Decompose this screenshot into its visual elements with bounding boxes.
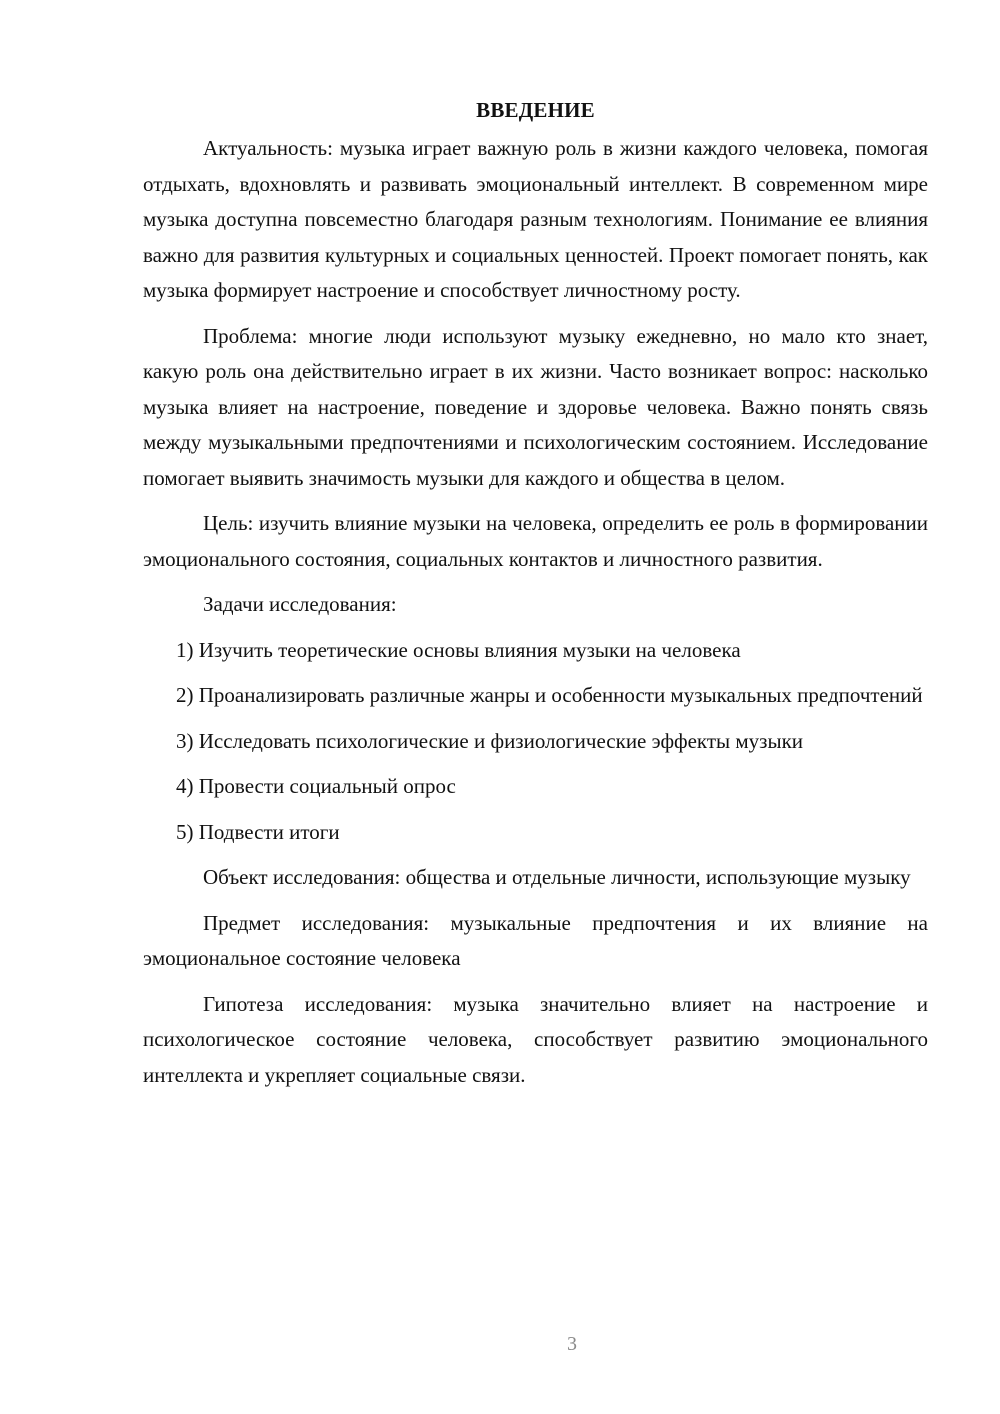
task-item-4: 4) Провести социальный опрос xyxy=(176,774,456,798)
page-number: 3 xyxy=(567,1333,577,1355)
task-item-2: 2) Проанализировать различные жанры и особенности музыкальных предпочтений xyxy=(176,683,923,707)
paragraph-goal: Цель: изучить влияние музыки на человека, определить ее роль в формировании эмоционального состояния, социальных контактов и личностного развития. xyxy=(143,511,928,571)
paragraph-subject: Предмет исследования: музыкальные предпочтения и их влияние на эмоциональное состояние человека xyxy=(143,910,928,970)
task-item-5: 5) Подвести итоги xyxy=(176,819,340,844)
task-item-1: 1) Изучить теоретические основы влияния музыки на человека xyxy=(176,637,741,662)
tasks-heading: Задачи исследования: xyxy=(203,592,397,616)
page-content xyxy=(143,95,928,1103)
paragraph-problem: Проблема: многие люди используют музыку ежедневно, но мало кто знает, какую роль она действительно играет в их жизни. Часто возникает вопрос: насколько музыка влияет на настроение, поведение и здоровье человека. Важно понять связь между музыкальными предпочтениями и психологическим состоянием. Исследование помогает выявить значимость музыки для каждого и общества в целом. xyxy=(143,323,928,490)
paragraph-hypothesis: Гипотеза исследования: музыка значительно влияет на настроение и психологическое состояние человека, способствует развитию эмоционального интеллекта и укрепляет социальные связи. xyxy=(143,991,928,1087)
paragraph-object: Объект исследования: общества и отдельные личности, использующие музыку xyxy=(203,865,911,889)
task-item-3: 3) Исследовать психологические и физиологические эффекты музыки xyxy=(176,728,804,753)
page-title: ВВЕДЕНИЕ xyxy=(476,98,595,122)
paragraph-relevance: Актуальность: музыка играет важную роль в жизни каждого человека, помогая отдыхать, вдохновлять и развивать эмоциональный интеллект. В современном мире музыка доступна повсеместно благодаря разным технологиям. Понимание ее влияния важно для развития культурных и социальных ценностей. Проект помогает понять, как музыка формирует настроение и способствует личностному росту. xyxy=(143,136,928,302)
